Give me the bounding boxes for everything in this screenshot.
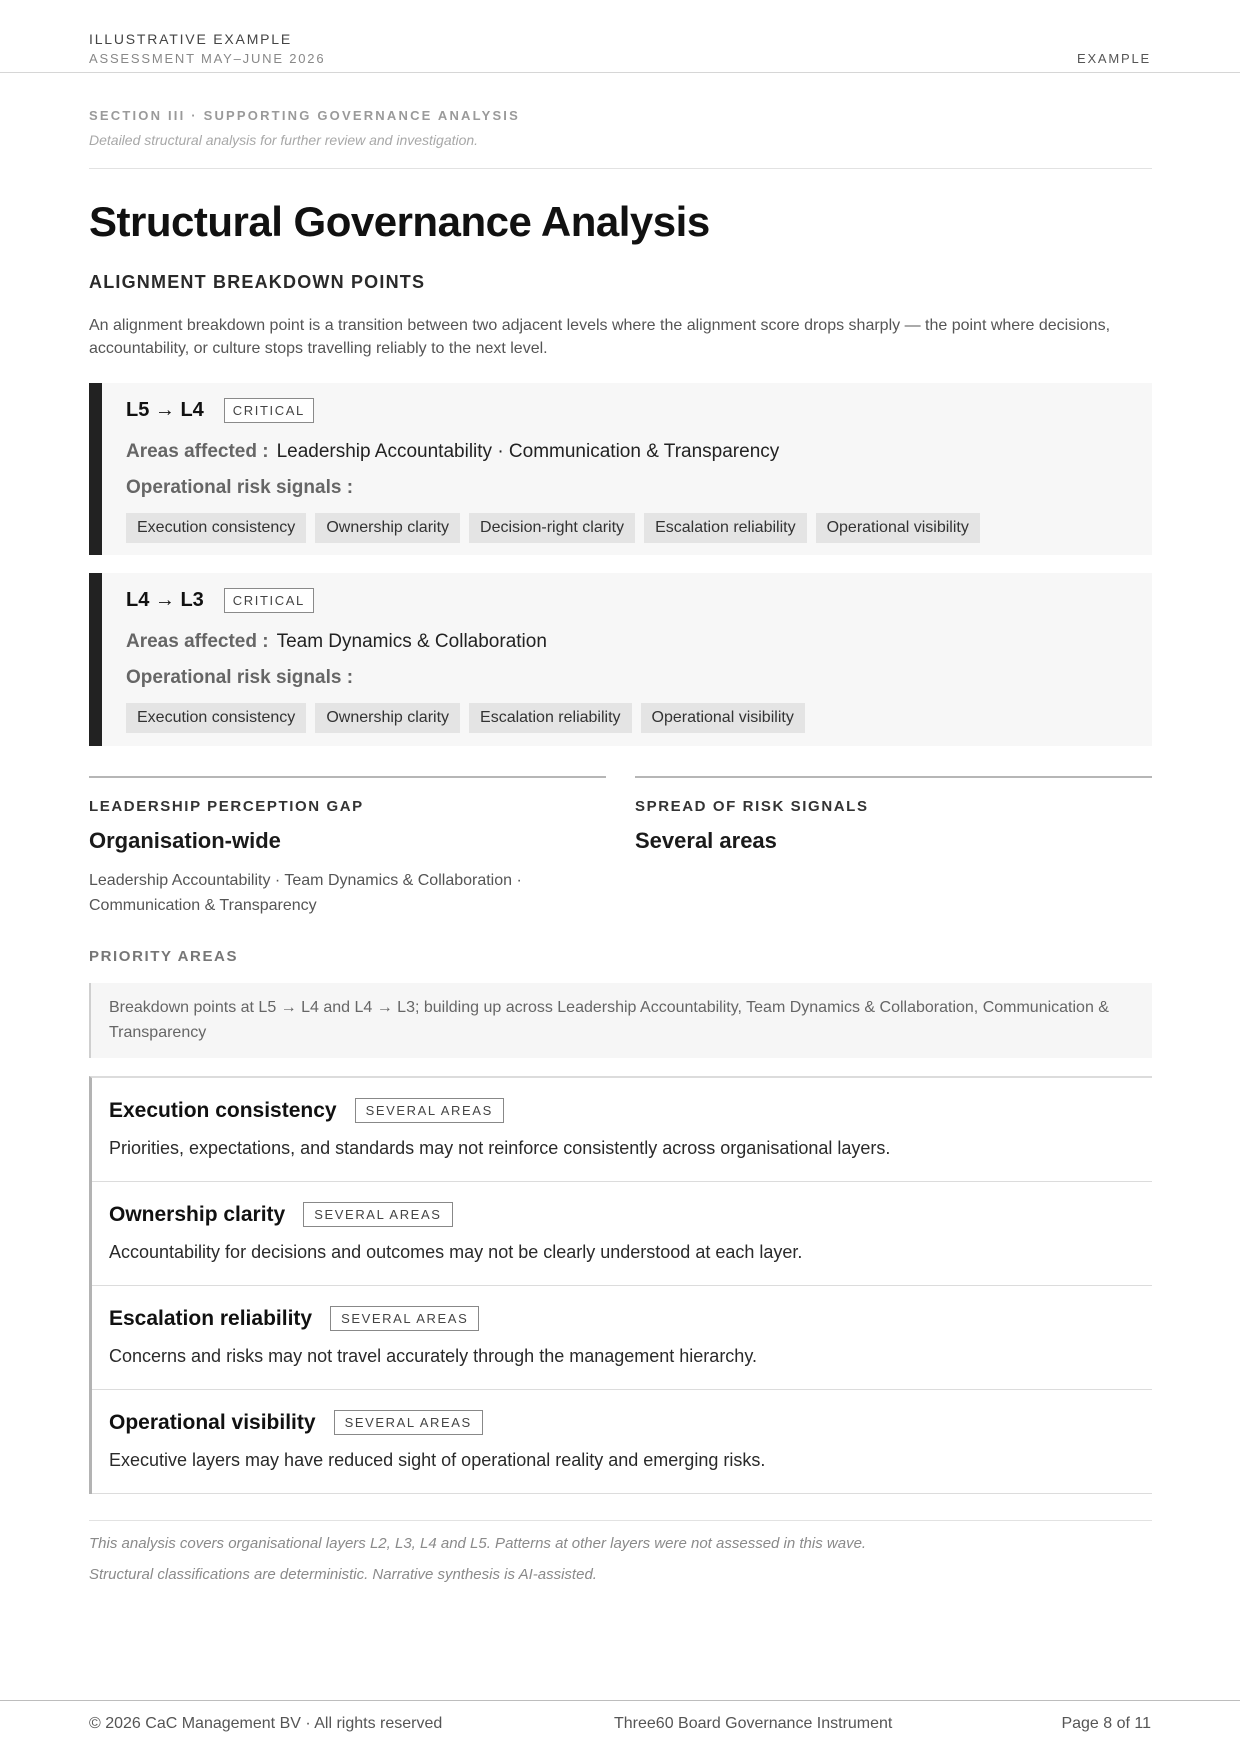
signal-badge: SEVERAL AREAS	[355, 1098, 504, 1123]
footer-copyright: © 2026 CaC Management BV · All rights reserved	[89, 1715, 443, 1732]
risk-signal-tag: Ownership clarity	[315, 513, 460, 543]
section-subtitle: Detailed structural analysis for further review and investigation.	[89, 132, 479, 148]
running-header	[0, 0, 1240, 73]
signal-desc: Priorities, expectations, and standards may not reinforce consistently across organisational layers.	[109, 1138, 891, 1158]
page-footer	[0, 1700, 1240, 1754]
risk-signals-label: Operational risk signals :	[126, 667, 354, 688]
signal-badge: SEVERAL AREAS	[303, 1202, 452, 1227]
coverage-note: This analysis covers organisational layers L2, L3, L4 and L5. Patterns at other layers were not assessed in this wave.	[89, 1535, 867, 1552]
areas-affected-label: Areas affected :	[126, 441, 269, 462]
spread-label: SPREAD OF RISK SIGNALS	[635, 798, 869, 815]
page-title: Structural Governance Analysis	[89, 198, 710, 245]
risk-signal-tags	[126, 703, 814, 733]
breakdown-levels: L4 → L3	[126, 589, 204, 611]
alignment-intro: An alignment breakdown point is a transition between two adjacent levels where the alignment score drops sharply — the point where decisions, accountability, or culture stops travelling reliably to the next level.	[89, 317, 1111, 357]
risk-signal-tag: Execution consistency	[126, 703, 306, 733]
risk-signal-tag: Escalation reliability	[469, 703, 632, 733]
spread-value: Several areas	[635, 828, 777, 853]
perception-gap-label: LEADERSHIP PERCEPTION GAP	[89, 798, 364, 815]
footer-instrument: Three60 Board Governance Instrument	[614, 1715, 893, 1732]
alignment-heading: ALIGNMENT BREAKDOWN POINTS	[89, 272, 426, 292]
areas-affected-value: Team Dynamics & Collaboration	[276, 631, 547, 652]
divider	[89, 168, 1152, 169]
risk-signal-tag: Execution consistency	[126, 513, 306, 543]
signal-desc: Concerns and risks may not travel accurately through the management hierarchy.	[109, 1346, 757, 1366]
risk-signal-tags	[126, 513, 989, 543]
risk-signal-tag: Operational visibility	[641, 703, 805, 733]
signal-badge: SEVERAL AREAS	[330, 1306, 479, 1331]
priority-signal	[92, 1286, 1152, 1390]
risk-signals-label: Operational risk signals :	[126, 477, 354, 498]
priority-summary: Breakdown points at L5 → L4 and L4 → L3; building up across Leadership Accountability, Team Dynamics & Collaboration, Communication & Transparency	[89, 983, 1152, 1058]
risk-signal-tag: Decision-right clarity	[469, 513, 635, 543]
risk-signal-tag: Escalation reliability	[644, 513, 807, 543]
signal-name: Ownership clarity	[109, 1202, 286, 1226]
signal-name: Execution consistency	[109, 1098, 337, 1122]
areas-affected-label: Areas affected :	[126, 631, 269, 652]
footer-page-number: Page 8 of 11	[1061, 1715, 1151, 1732]
signal-desc: Accountability for decisions and outcomes may not be clearly understood at each layer.	[109, 1242, 803, 1262]
spread-stat	[635, 776, 1152, 853]
priority-signal	[92, 1182, 1152, 1286]
header-label: ILLUSTRATIVE EXAMPLE	[89, 31, 293, 47]
severity-badge: CRITICAL	[224, 588, 314, 613]
divider	[89, 1520, 1152, 1521]
severity-badge: CRITICAL	[224, 398, 314, 423]
priority-signal-list	[89, 1076, 1152, 1494]
breakdown-levels: L5 → L4	[126, 399, 204, 421]
risk-signal-tag: Ownership clarity	[315, 703, 460, 733]
priority-signal	[92, 1078, 1152, 1182]
risk-signal-tag: Operational visibility	[816, 513, 980, 543]
signal-desc: Executive layers may have reduced sight of operational reality and emerging risks.	[109, 1450, 766, 1470]
areas-affected-value: Leadership Accountability · Communication & Transparency	[276, 441, 780, 462]
signal-name: Escalation reliability	[109, 1306, 313, 1330]
perception-gap-stat	[89, 776, 606, 914]
header-assessment-date: ASSESSMENT MAY–JUNE 2026	[89, 51, 326, 66]
priority-signal	[92, 1390, 1152, 1494]
perception-gap-value: Organisation-wide	[89, 828, 281, 853]
priority-heading: PRIORITY AREAS	[89, 948, 239, 965]
method-note: Structural classifications are deterministic. Narrative synthesis is AI-assisted.	[89, 1566, 597, 1583]
section-eyebrow: SECTION III · SUPPORTING GOVERNANCE ANALYSIS	[89, 108, 520, 123]
signal-badge: SEVERAL AREAS	[334, 1410, 483, 1435]
breakdown-card	[89, 383, 1152, 555]
perception-gap-desc: Leadership Accountability · Team Dynamics & Collaboration · Communication & Transparency	[89, 872, 522, 914]
header-right-label: EXAMPLE	[1076, 51, 1151, 66]
signal-name: Operational visibility	[109, 1410, 316, 1434]
breakdown-card	[89, 573, 1152, 746]
